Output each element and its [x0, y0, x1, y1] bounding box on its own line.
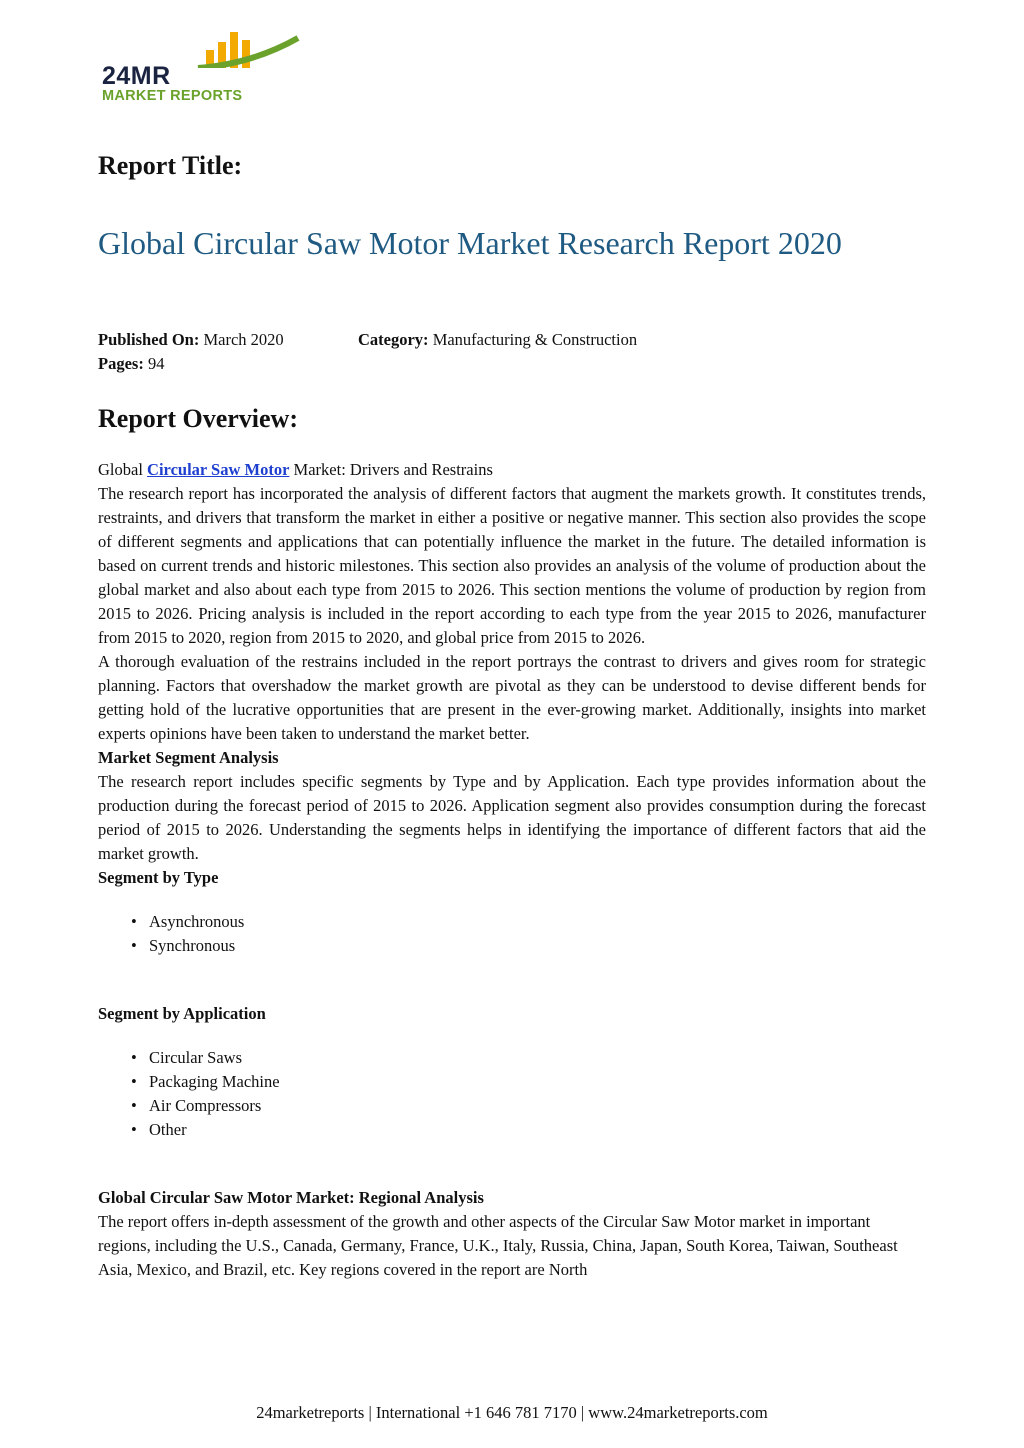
pages-row [98, 352, 284, 376]
application-list [98, 1046, 926, 1142]
segment-analysis-heading: Market Segment Analysis [98, 748, 279, 767]
published-label: Published On: [98, 330, 200, 349]
report-meta [98, 328, 638, 376]
list-item: • Circular Saws [98, 1046, 926, 1070]
company-logo [102, 28, 302, 108]
paragraph-regional: The report offers in-depth assessment of the growth and other aspects of the Circular Saw Motor market in important regions, including the U.S., Canada, Germany, France, U.K., Italy, Russia, China, Japan, South Korea, Taiwan, Southeast Asia, Mexico, and Brazil, etc. Key regions covered in the report are North [98, 1212, 898, 1279]
published-row [98, 328, 284, 352]
regional-analysis-heading: Global Circular Saw Motor Market: Regional Analysis [98, 1188, 484, 1207]
type-list [98, 910, 926, 958]
list-item: • Asynchronous [98, 910, 926, 934]
circular-saw-motor-link[interactable]: Circular Saw Motor [147, 460, 290, 479]
report-title-label: Report Title: [98, 151, 243, 180]
pages-label: Pages: [98, 354, 144, 373]
category-label: Category: [358, 330, 429, 349]
paragraph-segments: The research report includes specific segments by Type and by Application. Each type provides information about the production during the forecast period of 2015 to 2026. Application segment also provides consumption during the forecast period of 2015 to 2026. Understanding the segments helps in identifying the importance of different factors that aid the market growth. [98, 772, 926, 863]
page-footer: 24marketreports | International +1 646 781 7170 | www.24marketreports.com [256, 1403, 768, 1422]
report-title: Global Circular Saw Motor Market Research Report 2020 [98, 225, 842, 261]
intro-line [98, 458, 926, 482]
list-item: • Synchronous [98, 934, 926, 958]
report-body [98, 458, 926, 1282]
pages-value: 94 [147, 354, 165, 373]
segment-application-heading: Segment by Application [98, 1004, 266, 1023]
category-value: Manufacturing & Construction [432, 330, 638, 349]
paragraph-restrains: A thorough evaluation of the restrains included in the report portrays the contrast to drivers and gives room for strategic planning. Factors that overshadow the market growth are pivotal as they can be understood to devise different bends for getting hold of the lucrative opportunities that are present in the ever-growing market. Additionally, insights into market experts opinions have been taken to understand the market better. [98, 652, 926, 743]
logo-text-secondary: MARKET REPORTS [102, 88, 243, 104]
logo-text-primary: 24MR [102, 62, 171, 90]
category-row [358, 328, 637, 352]
list-item: • Other [98, 1118, 926, 1142]
paragraph-drivers: The research report has incorporated the analysis of different factors that augment the markets growth. It constitutes trends, restraints, and drivers that transform the market in either a positive or negative manner. This section also provides the scope of different segments and applications that can potentially influence the market in the future. The detailed information is based on current trends and historic milestones. This section also provides an analysis of the volume of production about the global market and also about each type from 2015 to 2026. This section mentions the volume of production by region from 2015 to 2026. Pricing analysis is included in the report according to each type from the year 2015 to 2026, manufacturer from 2015 to 2020, region from 2015 to 2020, and global price from 2015 to 2026. [98, 484, 926, 647]
list-item: • Packaging Machine [98, 1070, 926, 1094]
published-value: March 2020 [203, 330, 284, 349]
overview-heading: Report Overview: [98, 404, 298, 433]
intro-prefix: Global [98, 460, 148, 479]
list-item: • Air Compressors [98, 1094, 926, 1118]
intro-suffix: Market: Drivers and Restrains [289, 460, 493, 479]
segment-type-heading: Segment by Type [98, 868, 219, 887]
